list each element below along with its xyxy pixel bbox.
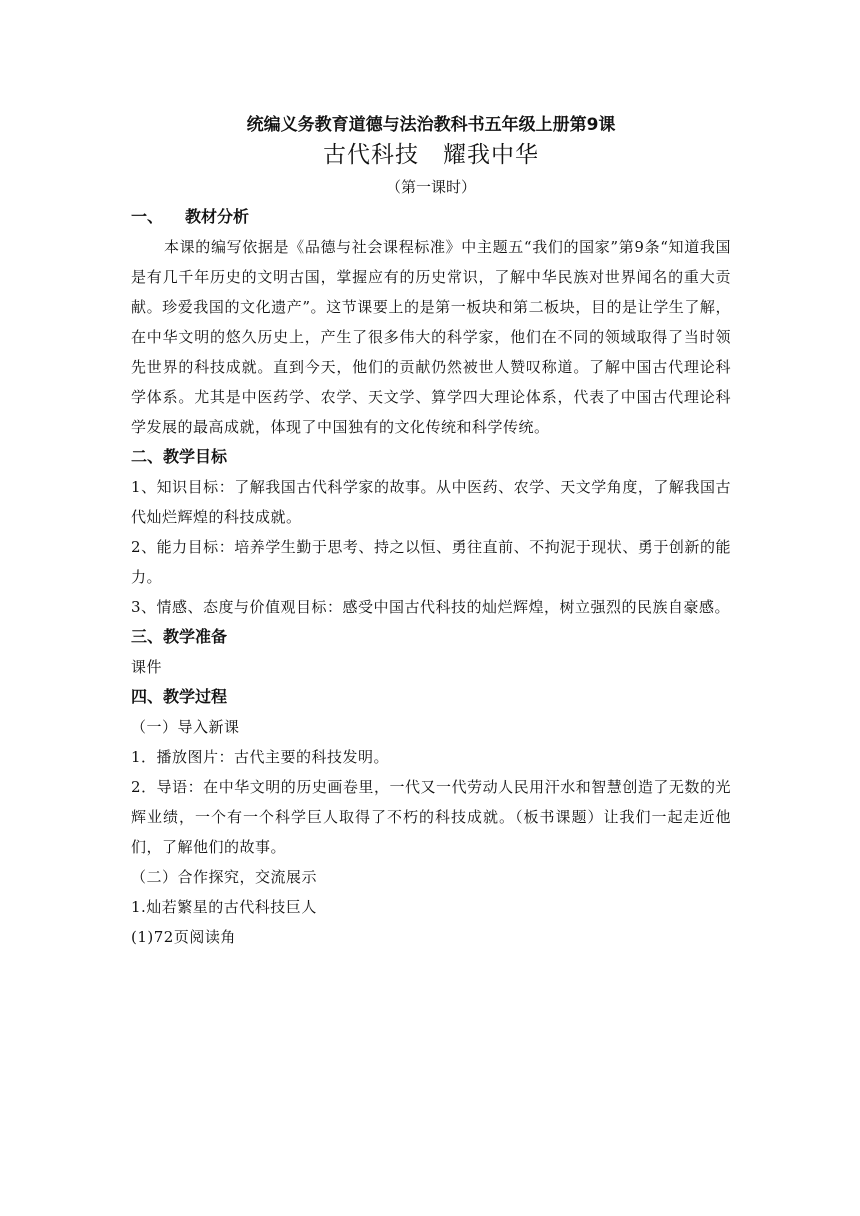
goal-knowledge: 1、知识目标：了解我国古代科学家的故事。从中医药、农学、天文学角度，了解我国古代灿烂辉煌的科技成就。: [131, 478, 731, 526]
process-part1-title: （一）导入新课: [131, 718, 240, 736]
section-heading-teaching-preparation: 三、教学准备: [131, 627, 228, 646]
lesson-period: （第一课时）: [385, 178, 476, 196]
section-heading-teaching-goals: 二、教学目标: [131, 447, 228, 466]
process-part2-item: 1.灿若繁星的古代科技巨人: [131, 898, 317, 916]
preparation-text: 课件: [131, 658, 163, 676]
section-heading-material-analysis: [131, 202, 731, 232]
goal-ability: 2、能力目标：培养学生勤于思考、持之以恒、勇往直前、不拘泥于现状、勇于创新的能力。: [131, 538, 731, 586]
process-part1-item: 1．播放图片：古代主要的科技发明。: [131, 748, 390, 766]
section-heading-text: 教材分析: [185, 207, 250, 226]
process-part2-title: （二）合作探究，交流展示: [131, 868, 318, 886]
process-part2-item: (1)72页阅读角: [131, 928, 236, 946]
goal-emotion: 3、情感、态度与价值观目标：感受中国古代科技的灿烂辉煌，树立强烈的民族自豪感。: [131, 598, 731, 616]
process-part1-item: 2．导语：在中华文明的历史画卷里，一代又一代劳动人民用汗水和智慧创造了无数的光辉业绩，一个有一个科学巨人取得了不朽的科技成就。（板书课题）让我们一起走近他们，了解他们的故事。: [131, 778, 731, 856]
material-analysis-paragraph: 本课的编写依据是《品德与社会课程标准》中主题五“我们的国家”第9条“知道我国是有几千年历史的文明古国，掌握应有的历史常识，了解中华民族对世界闻名的重大贡献。珍爱我国的文化遗产”。这节课要上的是第一板块和第二板块，目的是让学生了解，在中华文明的悠久历史上，产生了很多伟大的科学家，他们在不同的领域取得了当时领先世界的科技成就。直到今天，他们的贡献仍然被世人赞叹称道。了解中国古代理论科学体系。尤其是中医药学、农学、天文学、算学四大理论体系，代表了中国古代理论科学发展的最高成就，体现了中国独有的文化传统和科学传统。: [131, 238, 731, 436]
document-content: [131, 112, 731, 952]
lesson-title: 古代科技 耀我中华: [323, 142, 539, 168]
textbook-series-line: 统编义务教育道德与法治教科书五年级上册第9课: [246, 115, 616, 135]
section-heading-teaching-process: 四、教学过程: [131, 687, 228, 706]
section-number: 一、: [131, 207, 164, 226]
